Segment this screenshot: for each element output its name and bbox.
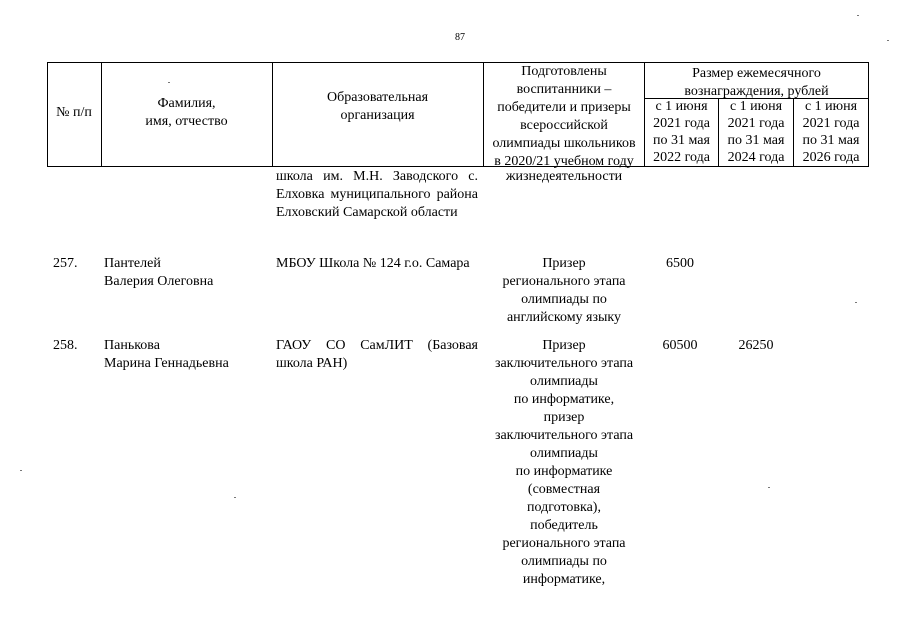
header-award: Размер ежемесячного вознаграждения, рублей (684, 66, 829, 99)
row-number: 258. (53, 338, 78, 353)
row-prepared: Призер регионального этапа олимпиады по английскому языку (502, 256, 626, 325)
scan-speck (768, 487, 770, 488)
header-number: № п/п (56, 105, 92, 120)
page-number: 87 (455, 32, 465, 43)
continuation-prepared: жизнедеятельности (505, 169, 623, 184)
row-amount-2022: 60500 (662, 338, 698, 353)
scan-speck (168, 82, 170, 83)
header-organization: Образовательная организация (326, 90, 429, 123)
row-number: 257. (53, 256, 78, 271)
row-prepared: Призер заключительного этапа олимпиады по информатике, призер заключительного этапа олимпиады по информатике (совместная подготовка), победитель регионального этапа олимпиады по информатике, (494, 338, 634, 587)
header-period-2026: с 1 июня 2021 года по 31 мая 2026 года (802, 99, 860, 165)
row-name: Пантелей Валерия Олеговна (104, 256, 214, 289)
header-name: Фамилия, имя, отчество (145, 96, 228, 129)
scan-speck (855, 302, 857, 303)
scan-speck (234, 497, 236, 498)
header-prepared: Подготовлены воспитанники – победители и призеры всероссийской олимпиады школьников в 2020/21 учебном году (492, 64, 636, 169)
row-organization: МБОУ Школа № 124 г.о. Самара (276, 256, 470, 271)
header-period-2022: с 1 июня 2021 года по 31 мая 2022 года (653, 99, 710, 165)
scan-speck (887, 40, 889, 41)
continuation-organization: школа им. М.Н. Заводского с. Елховка муниципального района Елховский Самарской области (276, 169, 478, 220)
row-name: Панькова Марина Геннадьевна (104, 338, 229, 371)
row-organization: ГАОУ СО СамЛИТ (Базовая школа РАН) (276, 338, 478, 371)
row-amount-2024: 26250 (738, 338, 774, 353)
scan-speck (857, 15, 859, 16)
scan-speck (20, 470, 22, 471)
row-amount-2022: 6500 (666, 256, 694, 271)
header-period-2024: с 1 июня 2021 года по 31 мая 2024 года (727, 99, 785, 165)
